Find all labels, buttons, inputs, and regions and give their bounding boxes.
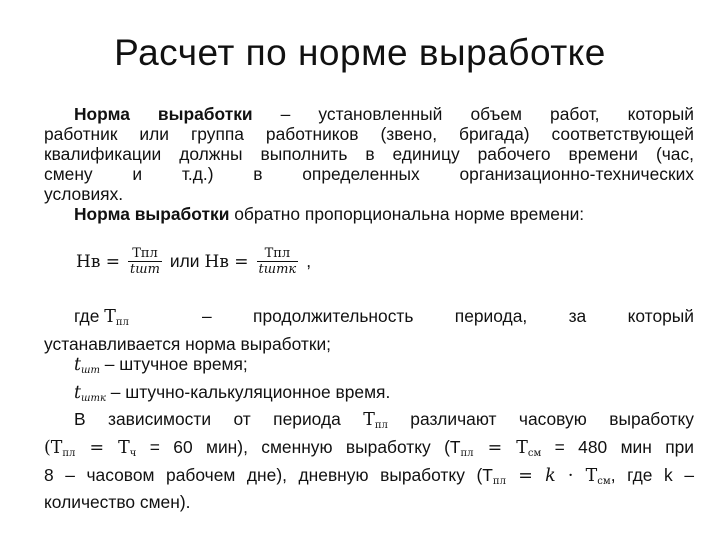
formula-lhs-2: Нв = (204, 251, 249, 272)
def-line-1-text: – установленный объем работ, который (252, 104, 694, 124)
fraction-1-numerator: Тпл (132, 246, 158, 261)
tshtk-text: – штучно-калькуляционное время. (105, 381, 391, 402)
term-norma-vyrabotki-2: Норма выработки (74, 204, 230, 224)
tsht-symbol: t (74, 355, 81, 376)
proportional-text: обратно пропорциональна норме времени: (229, 204, 585, 224)
def-line-3: квалификации должны выполнить в единицу рабочего времени (час, (44, 144, 694, 164)
where-line-1-rest: – продолжительность периода, за который (202, 306, 694, 326)
fraction-2 (257, 246, 299, 277)
dep-3d: , где k – (610, 464, 694, 485)
dep-line-4: количество смен). (44, 492, 191, 513)
tsht-sub: шт (81, 365, 100, 377)
fraction-2-numerator: Тпл (264, 246, 291, 261)
dep-3c: · Т (555, 465, 598, 486)
dep-2-sub1: пл (62, 447, 76, 459)
dep-1-T: Т (363, 410, 375, 431)
where-word: где (74, 306, 105, 326)
definition-paragraph (44, 104, 694, 224)
dep-2-sub4: см (527, 447, 542, 459)
tshtk-line (44, 382, 694, 410)
explanation-block (44, 306, 694, 513)
dep-2c: = 60 мин), сменную выработку (Т (136, 436, 461, 457)
fraction-1 (128, 246, 162, 277)
def-line-2: работник или группа работников (звено, бригада) соответствующей (44, 124, 694, 144)
dep-2a: (Т (44, 437, 63, 458)
dep-3b: = (505, 465, 546, 486)
tshtk-sub: штк (81, 392, 106, 404)
dep-2-sub2: ч (129, 447, 137, 459)
where-line-1 (44, 306, 694, 334)
tsht-line (44, 354, 694, 382)
where-T: Т (104, 307, 116, 327)
def-line-4: смену и т.д.) в определенных организационно-технических (44, 164, 694, 184)
term-norma-vyrabotki: Норма выработки (74, 104, 253, 124)
dep-line-2 (44, 437, 694, 465)
fraction-2-denominator: tштк (258, 262, 297, 277)
where-start (74, 306, 129, 334)
dep-2e: = 480 мин при (541, 436, 695, 457)
formula (76, 246, 311, 277)
proportional-line (44, 204, 694, 224)
dep-1a: В зависимости от периода (74, 409, 364, 430)
dep-3-k: k (545, 465, 556, 486)
def-line-1 (44, 104, 694, 124)
dep-2b: = Т (75, 437, 130, 458)
fraction-1-denominator: tшт (130, 262, 160, 277)
dep-3-sub2: см (597, 475, 611, 487)
dep-3a: 8 – часовом рабочем дне), дневную выработку (Т (44, 464, 493, 485)
dep-2d: = Т (473, 437, 528, 458)
formula-or: или (169, 251, 200, 271)
dep-3-sub1: пл (492, 475, 506, 487)
tshtk-symbol: t (74, 382, 81, 403)
formula-comma: , (306, 251, 312, 271)
dep-2-sub3: пл (460, 447, 474, 459)
where-T-sub: пл (115, 317, 129, 328)
slide-title: Расчет по норме выработке (114, 32, 606, 73)
dep-1b: различают часовую выработку (387, 409, 695, 430)
dep-1-T-sub: пл (374, 420, 388, 432)
dep-line-3 (44, 465, 694, 493)
tsht-text: – штучное время; (99, 354, 248, 375)
formula-lhs-1: Нв = (76, 251, 121, 272)
def-line-5: условиях. (44, 184, 124, 204)
dep-line-1 (44, 409, 694, 437)
where-line-2: устанавливается норма выработки; (44, 333, 331, 354)
